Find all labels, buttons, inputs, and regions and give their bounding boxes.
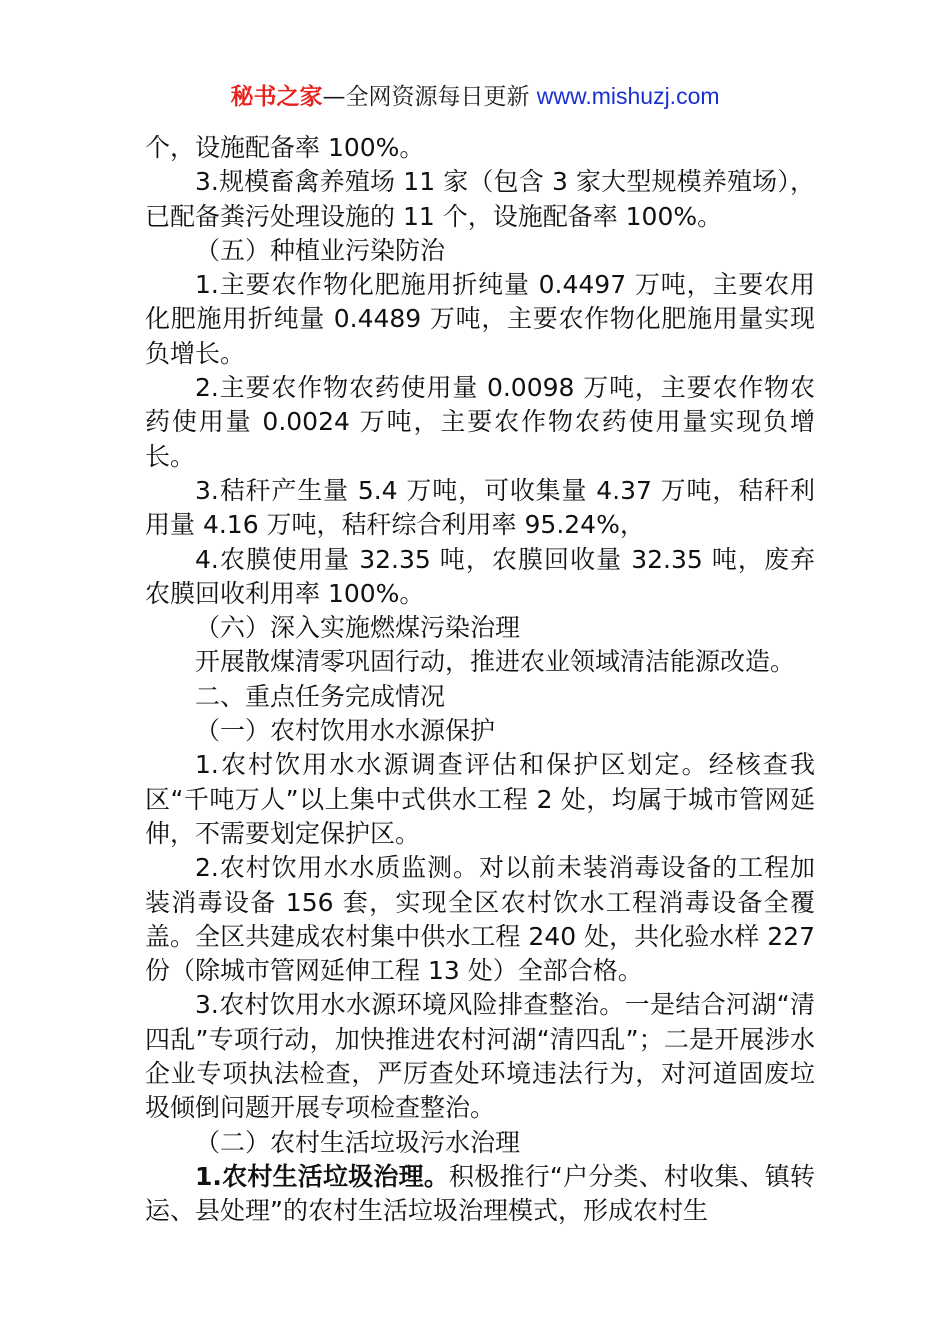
paragraph-plastic-film: 4.农膜使用量 32.35 吨，农膜回收量 32.35 吨，废弃农膜回收利用率 100%。	[145, 544, 815, 608]
paragraph-pesticide: 2.主要农作物农药使用量 0.0098 万吨，主要农作物农药使用量 0.0024 万吨，主要农作物农药使用量实现负增长。	[145, 373, 815, 471]
paragraph-water-survey: 1.农村饮用水水源调查评估和保护区划定。经核查我区“千吨万人”以上集中式供水工程 2 处，均属于城市管网延伸，不需要划定保护区。	[145, 750, 815, 848]
heading-key-tasks: 二、重点任务完成情况	[195, 681, 446, 711]
paragraph-water-risk: 3.农村饮用水水源环境风险排查整治。一是结合河湖“清四乱”专项行动，加快推进农村河湖“清四乱”；二是开展涉水企业专项执法检查，严厉查处环境违法行为，对河道固废垃圾倾倒问题开展专项检查整治。	[145, 990, 815, 1123]
paragraph-fertilizer: 1.主要农作物化肥施用折纯量 0.4497 万吨，主要农用化肥施用折纯量 0.4489 万吨，主要农作物化肥施用量实现负增长。	[145, 270, 815, 368]
document-body	[145, 131, 815, 1229]
header-tagline: —全网资源每日更新	[322, 84, 537, 110]
paragraph-livestock-farms: 3.规模畜禽养殖场 11 家（包含 3 家大型规模养殖场），已配备粪污处理设施的 11 个，设施配备率 100%。	[145, 167, 815, 231]
brand-name: 秘书之家	[230, 84, 323, 110]
heading-water-source: （一）农村饮用水水源保护	[195, 716, 496, 746]
heading-garbage-sewage: （二）农村生活垃圾污水治理	[195, 1127, 521, 1157]
heading-planting-pollution: （五）种植业污染防治	[195, 235, 446, 265]
paragraph-garbage-treatment	[145, 1160, 815, 1229]
paragraph-water-quality: 2.农村饮用水水质监测。对以前未装消毒设备的工程加装消毒设备 156 套，实现全区农村饮水工程消毒设备全覆盖。全区共建成农村集中供水工程 240 处，共化验水样 227 份（除城市管网延伸工程 13 处）全部合格。	[145, 853, 815, 986]
site-header	[0, 80, 950, 113]
paragraph-coal-action: 开展散煤清零巩固行动，推进农业领域清洁能源改造。	[195, 647, 796, 677]
paragraph-straw: 3.秸秆产生量 5.4 万吨，可收集量 4.37 万吨，秸秆利用量 4.16 万吨，秸秆综合利用率 95.24%，	[145, 475, 815, 540]
paragraph-body-text: 积极推行“户分类、村收集、镇转运、县处理”的农村生活垃圾治理模式，形成农村生	[145, 1161, 815, 1226]
heading-coal-pollution: （六）深入实施燃煤污染治理	[195, 613, 521, 643]
paragraph-continuation: 个，设施配备率 100%。	[145, 133, 425, 162]
paragraph-lead-bold: 1.农村生活垃圾治理。	[195, 1161, 450, 1191]
site-url[interactable]: www.mishuzj.com	[536, 83, 720, 109]
